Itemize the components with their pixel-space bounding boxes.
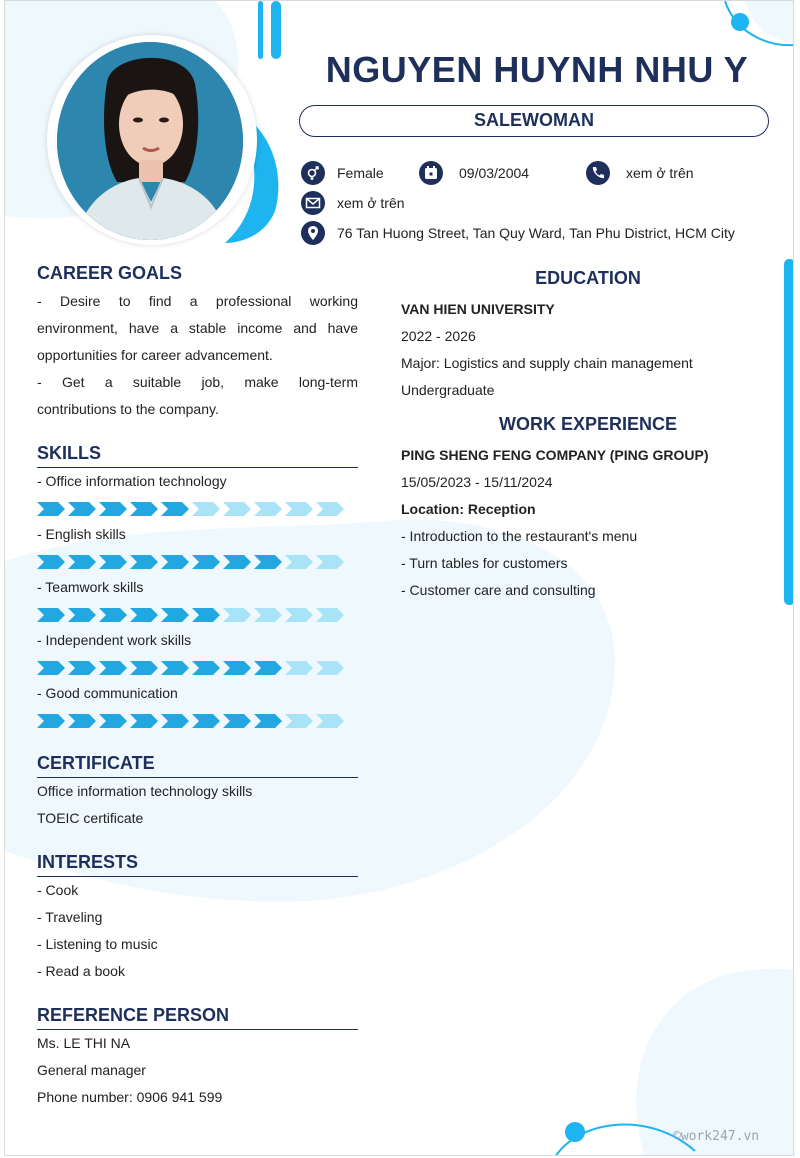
work-duty: - Turn tables for customers xyxy=(401,555,568,571)
skill-chevron-filled xyxy=(254,714,282,728)
career-goals-title: CAREER GOALS xyxy=(37,263,183,283)
education-years: 2022 - 2026 xyxy=(401,328,476,344)
skill-chevron-filled xyxy=(99,502,127,516)
skill-chevron-filled xyxy=(130,608,158,622)
skill-chevron-filled xyxy=(37,502,65,516)
skill-chevron-filled xyxy=(99,555,127,569)
avatar xyxy=(57,42,243,240)
skill-chevron-filled xyxy=(37,714,65,728)
career-goal-line: opportunities for career advancement. xyxy=(37,347,273,363)
skill-chevron-filled xyxy=(99,714,127,728)
skill-chevron-filled xyxy=(99,608,127,622)
education-title: EDUCATION xyxy=(535,268,641,288)
work-duty: - Customer care and consulting xyxy=(401,582,596,598)
gender-value: Female xyxy=(337,165,384,181)
skill-chevron-filled xyxy=(130,502,158,516)
certificate-title: CERTIFICATE xyxy=(37,753,155,773)
avatar-frame xyxy=(47,35,257,245)
phone-icon xyxy=(586,161,610,185)
mail-icon xyxy=(301,191,325,215)
skill-chevron-empty xyxy=(285,714,313,728)
skill-label: - English skills xyxy=(37,526,126,542)
skill-chevron-filled xyxy=(37,555,65,569)
birthday-value: 09/03/2004 xyxy=(459,165,530,181)
career-goal-line: environment, have a stable income and have xyxy=(37,320,358,336)
skill-chevron-filled xyxy=(161,502,189,516)
certificate-divider xyxy=(37,777,358,778)
interest-item: - Cook xyxy=(37,882,79,898)
skill-chevron-filled xyxy=(68,661,96,675)
interest-item: - Read a book xyxy=(37,963,125,979)
phone-value: xem ở trên xyxy=(626,165,694,181)
skill-chevron-filled xyxy=(223,661,251,675)
work-duty: - Introduction to the restaurant's menu xyxy=(401,528,638,544)
skill-chevron-filled xyxy=(192,714,220,728)
skill-chevron-empty xyxy=(316,502,344,516)
school-name: VAN HIEN UNIVERSITY xyxy=(401,301,555,317)
skill-chevron-empty xyxy=(285,608,313,622)
education-major: Major: Logistics and supply chain management xyxy=(401,355,693,371)
email-value: xem ở trên xyxy=(337,195,405,211)
skill-chevron-filled xyxy=(130,714,158,728)
skill-chevron-empty xyxy=(285,555,313,569)
career-goal-line: contributions to the company. xyxy=(37,401,219,417)
skill-chevron-empty xyxy=(285,661,313,675)
skill-chevron-empty xyxy=(316,555,344,569)
skill-chevron-filled xyxy=(37,608,65,622)
skill-chevron-filled xyxy=(254,661,282,675)
skill-label: - Office information technology xyxy=(37,473,227,489)
address-value: 76 Tan Huong Street, Tan Quy Ward, Tan Phu District, HCM City xyxy=(337,225,735,241)
skill-chevron-filled xyxy=(223,714,251,728)
skill-chevron-filled xyxy=(254,555,282,569)
location-icon xyxy=(301,221,325,245)
calendar-icon xyxy=(419,161,443,185)
reference-phone: Phone number: 0906 941 599 xyxy=(37,1089,223,1105)
skill-chevron-filled xyxy=(37,661,65,675)
company-name: PING SHENG FENG COMPANY (PING GROUP) xyxy=(401,447,709,463)
reference-title: REFERENCE PERSON xyxy=(37,1005,230,1025)
skill-chevron-empty xyxy=(285,502,313,516)
reference-divider xyxy=(37,1029,358,1030)
watermark: ©work247.vn xyxy=(673,1129,760,1144)
education-degree: Undergraduate xyxy=(401,382,495,398)
skill-chevron-filled xyxy=(68,714,96,728)
skill-chevron-filled xyxy=(161,714,189,728)
interests-divider xyxy=(37,876,358,877)
skill-chevron-filled xyxy=(161,608,189,622)
career-goal-line: - Get a suitable job, make long-term xyxy=(37,374,358,390)
skill-chevron-filled xyxy=(130,555,158,569)
portrait-illustration xyxy=(57,42,243,240)
skill-label: - Good communication xyxy=(37,685,178,701)
interest-item: - Listening to music xyxy=(37,936,158,952)
skill-chevron-filled xyxy=(99,661,127,675)
skill-chevron-filled xyxy=(161,661,189,675)
skill-chevron-filled xyxy=(68,555,96,569)
work-period: 15/05/2023 - 15/11/2024 xyxy=(401,474,553,490)
skills-divider xyxy=(37,467,358,468)
skill-label: - Teamwork skills xyxy=(37,579,144,595)
skill-chevron-filled xyxy=(192,661,220,675)
skill-chevron-empty xyxy=(254,502,282,516)
gender-icon xyxy=(301,161,325,185)
job-position: SALEWOMAN xyxy=(299,105,769,137)
skill-chevron-filled xyxy=(68,502,96,516)
reference-role: General manager xyxy=(37,1062,146,1078)
skill-chevron-empty xyxy=(316,608,344,622)
skill-chevron-filled xyxy=(223,555,251,569)
skill-chevron-empty xyxy=(316,714,344,728)
work-location: Location: Reception xyxy=(401,501,536,517)
skill-chevron-empty xyxy=(192,502,220,516)
work-experience-title: WORK EXPERIENCE xyxy=(498,414,678,434)
cv-page xyxy=(4,0,794,1156)
skill-chevron-empty xyxy=(254,608,282,622)
skill-chevron-filled xyxy=(192,608,220,622)
skills-title: SKILLS xyxy=(37,443,102,463)
skill-chevron-empty xyxy=(316,661,344,675)
candidate-name: NGUYEN HUYNH NHU Y xyxy=(325,49,749,90)
interest-item: - Traveling xyxy=(37,909,103,925)
reference-name: Ms. LE THI NA xyxy=(37,1035,131,1051)
interests-title: INTERESTS xyxy=(37,852,139,872)
career-goal-line: - Desire to find a professional working xyxy=(37,293,358,309)
skill-chevron-filled xyxy=(68,608,96,622)
certificate-item: TOEIC certificate xyxy=(37,810,144,826)
skill-chevron-filled xyxy=(161,555,189,569)
skill-chevron-filled xyxy=(130,661,158,675)
certificate-item: Office information technology skills xyxy=(37,783,253,799)
skill-chevron-empty xyxy=(223,502,251,516)
skill-chevron-empty xyxy=(223,608,251,622)
skill-label: - Independent work skills xyxy=(37,632,192,648)
skill-chevron-filled xyxy=(192,555,220,569)
